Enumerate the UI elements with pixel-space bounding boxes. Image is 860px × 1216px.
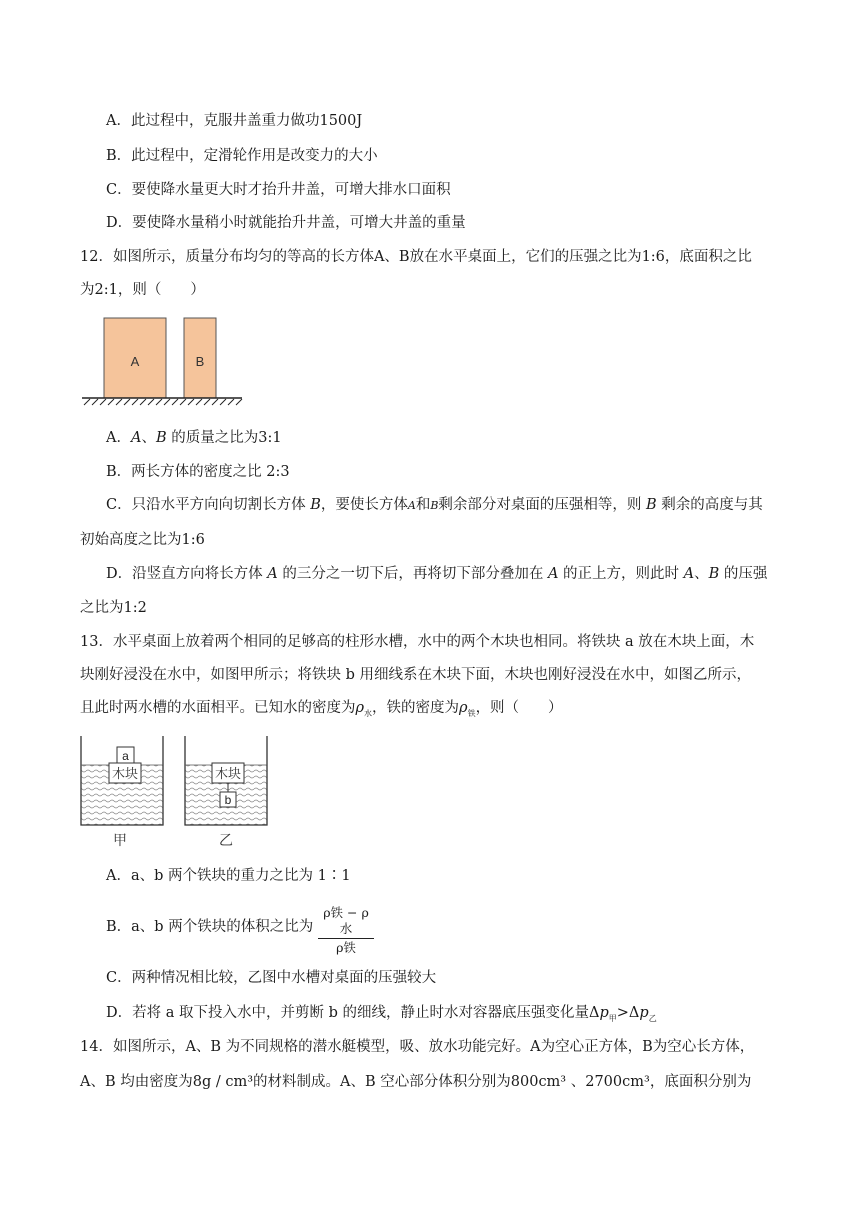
- q13-stem-line3: 且此时两水槽的水面相平。已知水的密度为$\rho_水$，铁的密度为$\rho_铁$，则（ ）: [80, 700, 563, 718]
- block-a-label: A: [130, 354, 140, 369]
- q11-option-c: C．要使降水量更大时才抬升井盖，可增大排水口面积: [106, 182, 451, 198]
- q12-option-d-line1: D．沿竖直方向将长方体 A 的三分之一切下后，再将切下部分叠加在 A 的正上方，则此时 A、B 的压强: [106, 566, 768, 582]
- fig-yi-label: 乙: [219, 833, 233, 849]
- q13-stem-line1: 13．水平桌面上放着两个相同的足够高的柱形水槽，水中的两个木块也相同。将铁块 a 放在木块上面，木: [80, 634, 755, 650]
- q12-option-c-line1: C．只沿水平方向向切割长方体 B，要使长方体A和B剩余部分对桌面的压强相等，则 B 剩余的高度与其: [106, 497, 763, 513]
- iron-b-label: b: [224, 793, 232, 807]
- q12-stem-line2: 为2:1，则（ ）: [80, 282, 205, 298]
- q11-option-b: B．此过程中，定滑轮作用是改变力的大小: [106, 148, 378, 164]
- q11-option-a: A．此过程中，克服井盖重力做功1500J: [106, 113, 363, 129]
- fraction-denominator: ρ铁: [336, 940, 356, 955]
- q13-option-b-fraction: [318, 905, 374, 956]
- block-b-label: B: [195, 354, 205, 369]
- q13-stem-line2: 块刚好浸没在水中，如图甲所示；将铁块 b 用细线系在木块下面，木块也刚好浸没在水中，如图乙所示，: [80, 667, 751, 683]
- q12-option-d-line2: 之比为1:2: [80, 600, 147, 616]
- q13-option-b-text: B．a、b 两个铁块的体积之比为: [106, 919, 314, 935]
- q13-option-c: C．两种情况相比较，乙图中水槽对桌面的压强较大: [106, 970, 437, 986]
- q11-option-d: D．要使降水量稍小时就能抬升井盖，可增大井盖的重量: [106, 215, 466, 231]
- q14-stem-line1: 14．如图所示，A、B 为不同规格的潜水艇模型，吸、放水功能完好。A为空心正方体，B为空心长方体，: [80, 1039, 755, 1055]
- q13-figure: [78, 732, 278, 852]
- q12-option-c-line2: 初始高度之比为1:6: [80, 532, 205, 548]
- q14-stem-line2: A、B 均由密度为8g / cm³的材料制成。A、B 空心部分体积分别为800cm³ 、2700cm³，底面积分别为: [80, 1074, 752, 1090]
- q12-option-a: A．A、B 的质量之比为3:1: [106, 430, 282, 446]
- q12-figure: [80, 312, 250, 412]
- wood-block-label-jia: 木块: [111, 767, 139, 782]
- wood-block-label-yi: 木块: [214, 767, 242, 782]
- q12-option-b: B．两长方体的密度之比 2:3: [106, 464, 290, 480]
- iron-a-label: a: [122, 749, 129, 763]
- q13-option-a: A．a、b 两个铁块的重力之比为 1∶1: [106, 868, 351, 884]
- fraction-numerator: ρ铁 − ρ水: [323, 905, 369, 936]
- q13-option-d: D．若将 a 取下投入水中，并剪断 b 的细线，静止时水对容器底压强变化量$\Delta p_甲>\Delta p_乙$: [106, 1005, 657, 1023]
- q12-stem-line1: 12．如图所示，质量分布均匀的等高的长方体A、B放在水平桌面上，它们的压强之比为1:6，底面积之比: [80, 249, 752, 265]
- fig-jia-label: 甲: [113, 833, 127, 849]
